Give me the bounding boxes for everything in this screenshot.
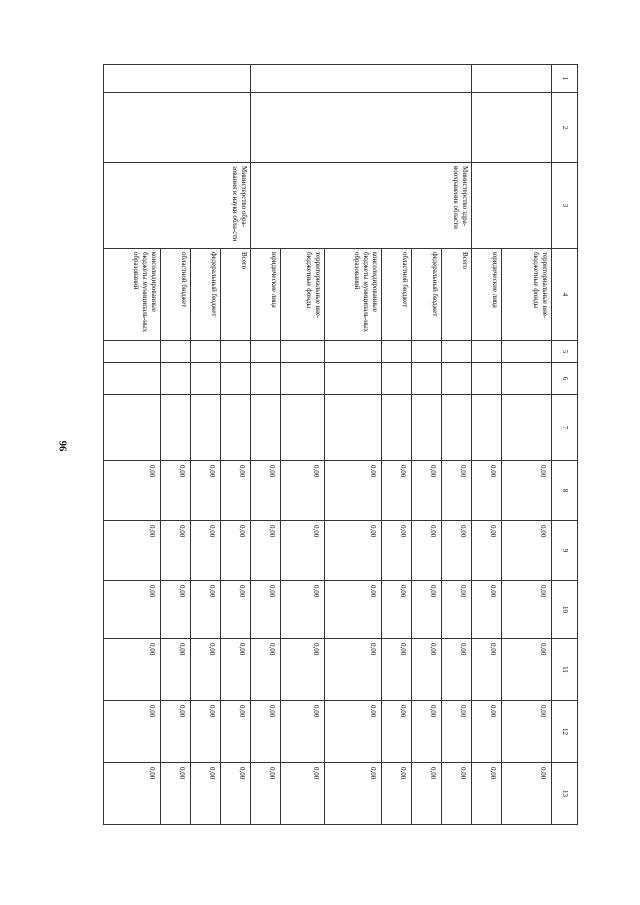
column-number-cell: 9 bbox=[552, 521, 578, 581]
value-cell: 0,00 bbox=[251, 763, 281, 825]
funding-source-cell: территориальные вне-бюджетные фонды bbox=[502, 249, 552, 341]
value-cell: 0,00 bbox=[412, 701, 442, 763]
value-cell: 0,00 bbox=[502, 701, 552, 763]
empty-cell bbox=[161, 363, 191, 395]
value-cell: 0,00 bbox=[251, 461, 281, 521]
group-cell bbox=[472, 93, 552, 163]
value-cell: 0,00 bbox=[251, 521, 281, 581]
empty-cell bbox=[382, 395, 412, 461]
value-cell: 0,00 bbox=[382, 763, 412, 825]
responsible-executor-cell bbox=[472, 163, 552, 249]
funding-source-cell: федеральный бюджет bbox=[191, 249, 221, 341]
value-cell: 0,00 bbox=[442, 639, 472, 701]
group-cell bbox=[251, 93, 472, 163]
value-cell: 0,00 bbox=[472, 461, 502, 521]
value-cell: 0,00 bbox=[412, 521, 442, 581]
group-cell bbox=[472, 65, 552, 93]
column-number-cell: 11 bbox=[552, 639, 578, 701]
empty-cell bbox=[104, 363, 161, 395]
value-cell: 0,00 bbox=[382, 521, 412, 581]
empty-cell bbox=[281, 395, 325, 461]
column-number-cell: 7 bbox=[552, 395, 578, 461]
value-cell: 0,00 bbox=[281, 701, 325, 763]
column-number-cell: 10 bbox=[552, 581, 578, 639]
funding-source-cell: юридические лица bbox=[251, 249, 281, 341]
empty-cell bbox=[161, 341, 191, 363]
value-cell: 0,00 bbox=[325, 521, 382, 581]
value-cell: 0,00 bbox=[325, 461, 382, 521]
group-cell bbox=[104, 65, 251, 93]
value-cell: 0,00 bbox=[442, 461, 472, 521]
value-cell: 0,00 bbox=[191, 639, 221, 701]
value-cell: 0,00 bbox=[251, 701, 281, 763]
value-cell: 0,00 bbox=[221, 581, 251, 639]
empty-cell bbox=[472, 395, 502, 461]
funding-source-cell: областной бюджет bbox=[382, 249, 412, 341]
value-cell: 0,00 bbox=[412, 461, 442, 521]
value-cell: 0,00 bbox=[472, 521, 502, 581]
value-cell: 0,00 bbox=[251, 581, 281, 639]
value-cell: 0,00 bbox=[412, 581, 442, 639]
funding-source-cell: федеральный бюджет bbox=[412, 249, 442, 341]
funding-source-cell: консолидированные бюджеты муниципаль-ных образований bbox=[104, 249, 161, 341]
value-cell: 0,00 bbox=[161, 461, 191, 521]
value-cell: 0,00 bbox=[104, 461, 161, 521]
rotated-table-wrapper bbox=[98, 64, 578, 824]
value-cell: 0,00 bbox=[502, 461, 552, 521]
empty-cell bbox=[442, 395, 472, 461]
value-cell: 0,00 bbox=[412, 639, 442, 701]
column-number-cell: 1 bbox=[552, 65, 578, 93]
value-cell: 0,00 bbox=[104, 639, 161, 701]
value-cell: 0,00 bbox=[442, 763, 472, 825]
value-cell: 0,00 bbox=[382, 581, 412, 639]
empty-cell bbox=[251, 395, 281, 461]
empty-cell bbox=[104, 395, 161, 461]
value-cell: 0,00 bbox=[442, 581, 472, 639]
value-cell: 0,00 bbox=[191, 581, 221, 639]
funding-source-cell: областной бюджет bbox=[161, 249, 191, 341]
column-number-cell: 12 bbox=[552, 701, 578, 763]
funding-source-cell: консолидированные бюджеты муниципаль-ных образований bbox=[325, 249, 382, 341]
responsible-executor-cell: Министерство обра-зования и науки обла-сти bbox=[104, 163, 251, 249]
value-cell: 0,00 bbox=[161, 763, 191, 825]
empty-cell bbox=[221, 341, 251, 363]
empty-cell bbox=[281, 341, 325, 363]
empty-cell bbox=[442, 363, 472, 395]
empty-cell bbox=[472, 341, 502, 363]
value-cell: 0,00 bbox=[161, 581, 191, 639]
value-cell: 0,00 bbox=[472, 639, 502, 701]
value-cell: 0,00 bbox=[382, 701, 412, 763]
empty-cell bbox=[251, 341, 281, 363]
value-cell: 0,00 bbox=[382, 461, 412, 521]
empty-cell bbox=[104, 341, 161, 363]
value-cell: 0,00 bbox=[281, 461, 325, 521]
empty-cell bbox=[251, 363, 281, 395]
funding-source-cell: Всего bbox=[221, 249, 251, 341]
value-cell: 0,00 bbox=[161, 701, 191, 763]
value-cell: 0,00 bbox=[281, 581, 325, 639]
value-cell: 0,00 bbox=[325, 581, 382, 639]
empty-cell bbox=[502, 363, 552, 395]
column-number-cell: 4 bbox=[552, 249, 578, 341]
page-number: 96 bbox=[57, 440, 70, 452]
column-number-cell: 3 bbox=[552, 163, 578, 249]
empty-cell bbox=[502, 395, 552, 461]
empty-cell bbox=[191, 363, 221, 395]
table-row bbox=[221, 65, 251, 825]
value-cell: 0,00 bbox=[442, 701, 472, 763]
empty-cell bbox=[325, 395, 382, 461]
funding-source-cell: Всего bbox=[442, 249, 472, 341]
empty-cell bbox=[412, 363, 442, 395]
empty-cell bbox=[502, 341, 552, 363]
value-cell: 0,00 bbox=[191, 701, 221, 763]
budget-table bbox=[103, 64, 578, 825]
empty-cell bbox=[412, 341, 442, 363]
value-cell: 0,00 bbox=[104, 763, 161, 825]
value-cell: 0,00 bbox=[191, 461, 221, 521]
value-cell: 0,00 bbox=[281, 639, 325, 701]
value-cell: 0,00 bbox=[104, 581, 161, 639]
empty-cell bbox=[221, 395, 251, 461]
empty-cell bbox=[325, 341, 382, 363]
empty-cell bbox=[382, 363, 412, 395]
value-cell: 0,00 bbox=[502, 639, 552, 701]
value-cell: 0,00 bbox=[221, 701, 251, 763]
value-cell: 0,00 bbox=[382, 639, 412, 701]
empty-cell bbox=[442, 341, 472, 363]
value-cell: 0,00 bbox=[412, 763, 442, 825]
column-number-cell: 13 bbox=[552, 763, 578, 825]
value-cell: 0,00 bbox=[251, 639, 281, 701]
value-cell: 0,00 bbox=[104, 701, 161, 763]
value-cell: 0,00 bbox=[281, 521, 325, 581]
column-number-cell: 6 bbox=[552, 363, 578, 395]
value-cell: 0,00 bbox=[221, 639, 251, 701]
empty-cell bbox=[191, 341, 221, 363]
value-cell: 0,00 bbox=[104, 521, 161, 581]
value-cell: 0,00 bbox=[472, 763, 502, 825]
responsible-executor-cell: Министерство здра-воохранения области bbox=[251, 163, 472, 249]
empty-cell bbox=[382, 341, 412, 363]
value-cell: 0,00 bbox=[325, 701, 382, 763]
group-cell bbox=[104, 93, 251, 163]
value-cell: 0,00 bbox=[325, 763, 382, 825]
value-cell: 0,00 bbox=[191, 763, 221, 825]
value-cell: 0,00 bbox=[472, 581, 502, 639]
table-row bbox=[502, 65, 552, 825]
table-row bbox=[442, 65, 472, 825]
value-cell: 0,00 bbox=[221, 521, 251, 581]
value-cell: 0,00 bbox=[161, 639, 191, 701]
empty-cell bbox=[161, 395, 191, 461]
column-number-cell: 5 bbox=[552, 341, 578, 363]
value-cell: 0,00 bbox=[442, 521, 472, 581]
empty-cell bbox=[281, 363, 325, 395]
value-cell: 0,00 bbox=[221, 763, 251, 825]
group-cell bbox=[251, 65, 472, 93]
column-number-row bbox=[552, 65, 578, 825]
value-cell: 0,00 bbox=[502, 763, 552, 825]
value-cell: 0,00 bbox=[221, 461, 251, 521]
empty-cell bbox=[191, 395, 221, 461]
empty-cell bbox=[325, 363, 382, 395]
table-body bbox=[104, 65, 578, 825]
value-cell: 0,00 bbox=[502, 581, 552, 639]
empty-cell bbox=[412, 395, 442, 461]
funding-source-cell: юридические лица bbox=[472, 249, 502, 341]
empty-cell bbox=[221, 363, 251, 395]
value-cell: 0,00 bbox=[191, 521, 221, 581]
empty-cell bbox=[472, 363, 502, 395]
value-cell: 0,00 bbox=[472, 701, 502, 763]
value-cell: 0,00 bbox=[502, 521, 552, 581]
column-number-cell: 8 bbox=[552, 461, 578, 521]
funding-source-cell: территориальные вне-бюджетные фонды bbox=[281, 249, 325, 341]
column-number-cell: 2 bbox=[552, 93, 578, 163]
value-cell: 0,00 bbox=[161, 521, 191, 581]
value-cell: 0,00 bbox=[325, 639, 382, 701]
value-cell: 0,00 bbox=[281, 763, 325, 825]
